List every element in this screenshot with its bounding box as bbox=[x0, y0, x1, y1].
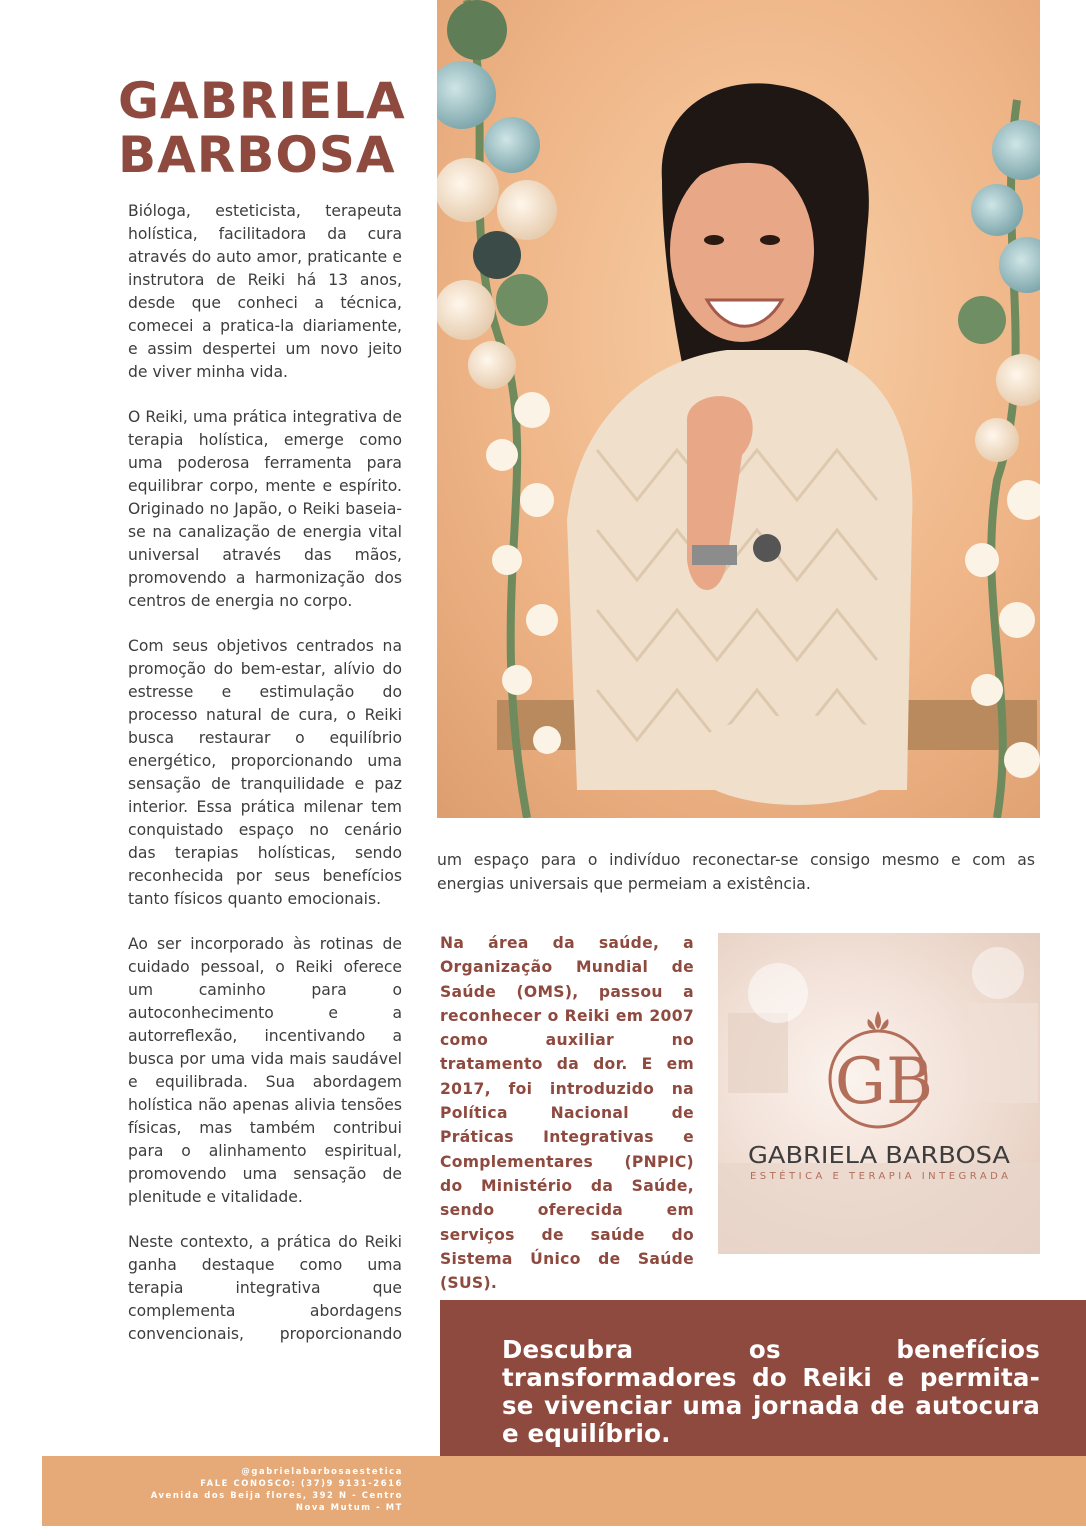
oms-paragraph: Na área da saúde, a Organização Mundial de Saúde (OMS), passou a reconhecer o Reiki em 2007 como auxiliar no tratamento da dor. E em 2017, foi introduzido na Política Nacional de Práticas Integrativas e Complementares (PNPIC) do Ministério da Saúde, sendo oferecida em serviços de saúde do Sistema Único de Saúde (SUS). bbox=[440, 934, 694, 1293]
title-last-name: BARBOSA bbox=[118, 126, 396, 184]
lotus-icon bbox=[867, 1011, 888, 1030]
monogram: GB bbox=[834, 1045, 934, 1119]
intro-paragraph: Com seus objetivos centrados na promoção do bem-estar, alívio do estresse e estimulação do processo natural de cura, o Reiki busca restaurar o equilíbrio energético, proporcionando uma sensação de tranquilidade e paz interior. Essa prática milenar tem conquistado espaço no cenário das terapias holísticas, sendo reconhecida por seus benefícios tanto físicos quanto emocionais. bbox=[128, 637, 402, 908]
continuation-paragraph: um espaço para o indivíduo reconectar-se consigo mesmo e com as energias universais que permeiam a existência. bbox=[437, 851, 1035, 893]
page-title bbox=[118, 74, 418, 182]
intro-paragraph: Bióloga, esteticista, terapeuta holística, facilitadora da cura através do auto amor, praticante e instrutora de Reiki há 13 anos, desde que conheci a técnica, comecei a pratica-la diariamente, e assim despertei um novo jeito de viver minha vida. bbox=[128, 202, 402, 381]
brand-logo-card bbox=[718, 933, 1040, 1254]
brand-logo bbox=[718, 933, 1040, 1254]
contact-phone[interactable]: FALE CONOSCO: (37)9 9131-2616 bbox=[200, 1478, 403, 1488]
logo-tagline: ESTÉTICA E TERAPIA INTEGRADA bbox=[750, 1171, 1008, 1182]
logo-brand-name: GABRIELA BARBOSA bbox=[748, 1143, 1011, 1169]
intro-paragraph: Ao ser incorporado às rotinas de cuidado pessoal, o Reiki oferece um caminho para o autoconhecimento e a autorreflexão, incentivando a busca por uma vida mais saudável e equilibrada. Sua abordagem holística não apenas alivia tensões físicas, mas também contribui para o alinhamento espiritual, promovendo uma sensação de plenitude e vitalidade. bbox=[128, 935, 402, 1206]
city-line: Nova Mutum - MT bbox=[295, 1502, 403, 1512]
portrait-photo bbox=[437, 0, 1040, 818]
intro-paragraph: O Reiki, uma prática integrativa de terapia holística, emerge como uma poderosa ferramenta para equilibrar corpo, mente e espírito. Originado no Japão, o Reiki baseia-se na canalização de energia vital universal através das mãos, promovendo a harmonização dos centros de energia no corpo. bbox=[128, 408, 402, 610]
portrait-illustration bbox=[437, 0, 1040, 818]
cta-banner bbox=[440, 1300, 1086, 1456]
banner-text: Descubra os benefícios transformadores do Reiki e permita-se vivenciar uma jornada de autocura e equilíbrio. bbox=[502, 1335, 1040, 1448]
title-first-name: GABRIELA bbox=[118, 72, 406, 130]
footer-contact bbox=[42, 1465, 403, 1513]
intro-paragraph: Neste contexto, a prática do Reiki ganha destaque como uma terapia integrativa que complementa abordagens convencionais, proporcionando bbox=[128, 1233, 402, 1343]
instagram-handle[interactable]: @gabrielabarbosaestetica bbox=[241, 1466, 403, 1476]
footer bbox=[42, 1456, 1086, 1526]
address-line: Avenida dos Beija flores, 392 N - Centro bbox=[150, 1490, 403, 1500]
intro-column bbox=[128, 200, 402, 1368]
